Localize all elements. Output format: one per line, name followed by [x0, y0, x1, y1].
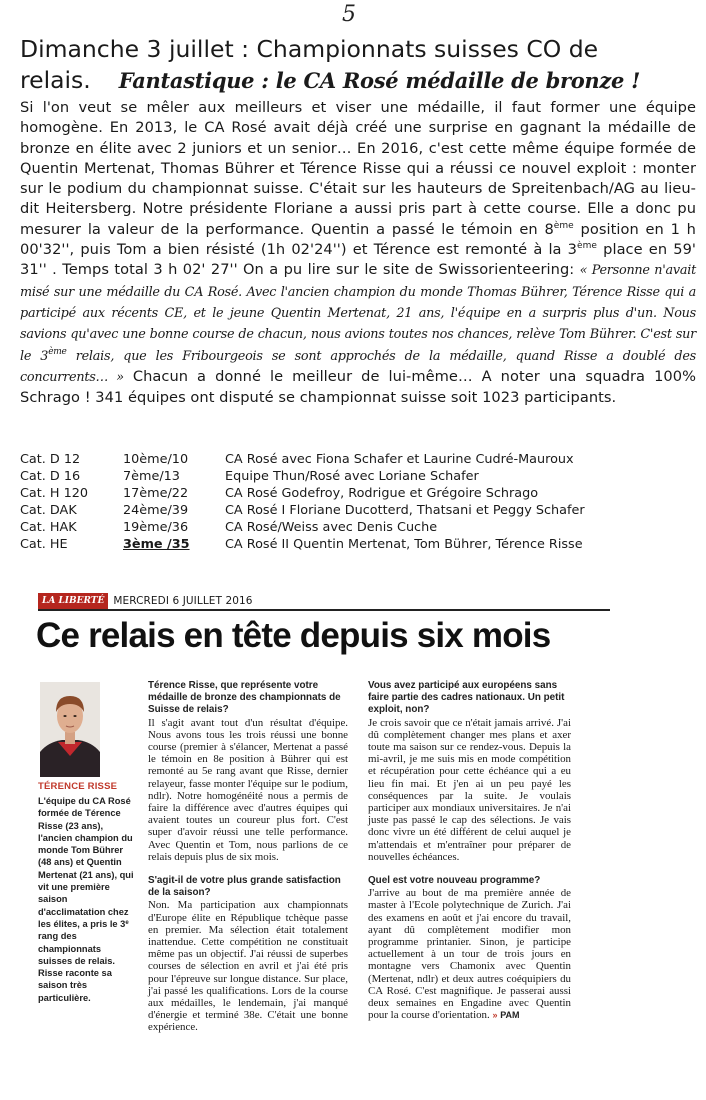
result-rank: 17ème/22 — [123, 486, 189, 501]
result-row — [20, 468, 700, 485]
results-list — [20, 451, 700, 553]
clipping-header — [38, 590, 253, 606]
portrait-illustration — [40, 682, 100, 777]
result-row — [20, 451, 700, 468]
intro-quote-b: relais, que les Fribourgeois se sont approchés de la médaille, quand Risse a doublé des concurrents… » — [20, 348, 696, 385]
result-team: CA Rosé/Weiss avec Denis Cuche — [225, 520, 438, 535]
result-category: Cat. D 12 — [20, 452, 81, 467]
result-row — [20, 502, 700, 519]
interview-question: Quel est votre nouveau programme? — [368, 875, 541, 887]
headline-line2 — [20, 65, 700, 96]
article-column-1 — [148, 680, 348, 1034]
clipping-date: MERCREDI 6 JUILLET 2016 — [113, 594, 253, 607]
headline-word: relais. — [20, 66, 91, 94]
headline-subtitle: Fantastique : le CA Rosé médaille de bronze ! — [118, 68, 641, 93]
interview-answer-text: J'arrive au bout de ma première année de master à l'Ecole polytechnique de Zurich. J'ai des examens en août et j'ai encore du travail, ayant dû complètement modifier mon programme printanier. Sinon, je participe actuellement à un tour de trois jours en montagne vers Chamonix avec Quentin (Mertenat, ndlr) et deux autres coéquipiers du CA Rosé. C'est magnifique. Je passerai aussi deux semaines en Engadine avec Quentin pour la course d'orientation. — [368, 887, 571, 1022]
intro-quote-a: « Personne n'avait misé sur une médaille du CA Rosé. Avec l'ancien champion du monde Thomas Bührer, Térence Risse qui a participé aux récents CE, et le jeune Quentin Mertenat, 21 ans, l'équipe en a surpris plus d'un. Nous savions qu'avec une bonne course de chacun, nous avions toutes nos chances, relève Tom Bührer. C'est sur le 3 — [20, 263, 696, 364]
caption-name: TÉRENCE RISSE — [38, 781, 118, 792]
result-team: CA Rosé II Quentin Mertenat, Tom Bührer, Térence Risse — [225, 537, 583, 552]
page-number: 5 — [342, 2, 356, 27]
caption-text — [38, 795, 134, 1004]
result-category: Cat. DAK — [20, 503, 77, 518]
athlete-photo — [40, 682, 100, 777]
result-rank: 19ème/36 — [123, 520, 189, 535]
intro-sup-2: ème — [577, 241, 598, 252]
intro-text-4: Chacun a donné le meilleur de lui-même… A noter una squadra 100% Schrago ! 341 équipes ont disputé se championnat suisse soit 1023 participants. — [20, 367, 696, 407]
clipping-title: Ce relais en tête depuis six mois — [36, 616, 551, 655]
interview-answer — [368, 887, 571, 1021]
result-row — [20, 536, 700, 553]
intro-text-1: Si l'on veut se mêler aux meilleurs et viser une médaille, il faut former une équipe homogène. En 2013, le CA Rosé avait déjà créé une surprise en gagnant la médaille de bronze en élite avec 2 juniors et un senior… En 2016, c'est cette même équipe formée de Quentin Mertenat, Thomas Bührer et Térence Risse qui a réussi ce nouvel exploit : monter sur le podium du championnat suisse. C'était sur les hauteurs de Spreitenbach/AG au lieu-dit Heitersberg. Notre présidente Floriane a aussi pris part à cette course. Elle a donc pu mesurer la valeur de la performance. Quentin a passé le témoin en 8 — [20, 99, 696, 238]
headline-line1: Dimanche 3 juillet : Championnats suisses CO de — [20, 35, 599, 63]
result-team: CA Rosé Godefroy, Rodrigue et Grégoire Schrago — [225, 486, 539, 501]
interview-question: S'agit-il de votre plus grande satisfaction de la saison? — [148, 875, 341, 899]
interview-question: Térence Risse, que représente votre médaille de bronze des championnats de Suisse de relais? — [148, 680, 341, 716]
intro-sup-1: ème — [553, 220, 574, 231]
result-team: CA Rosé I Floriane Ducotterd, Thatsani et Peggy Schafer — [225, 503, 585, 518]
interview-answer: Je crois savoir que ce n'était jamais arrivé. J'ai dû complètement changer mes plans et axer toute ma saison sur ce rendez-vous. Depuis la mi-avril, je me suis mis en mode compétition et récupération pour cette échéance qui a eu lieu fin mai. Et j'en ai un peu payé les conséquences par la suite. Je voulais participer aux mondiaux universitaires. Je n'ai juste pas passé le cap des sélections. Je vais donc vivre un été différent de celui auquel je m'attendais et m'entraîner pour préparer de nouvelles échéances. — [368, 716, 571, 863]
result-category: Cat. D 16 — [20, 469, 81, 484]
intro-text-2: position en 1 h 00'32'', puis Tom a bien résisté (1h 02'24'') et Térence est remonté à la 3 — [20, 220, 696, 259]
result-rank-highlight: 3ème /35 — [123, 537, 190, 552]
author-signature: PAM — [500, 1010, 520, 1021]
caption-sup: e — [125, 919, 129, 926]
result-rank: 10ème/10 — [123, 452, 189, 467]
interview-question: Vous avez participé aux européens sans faire partie des cadres nationaux. Un petit exploit, non? — [368, 680, 565, 716]
intro-quote — [20, 263, 696, 384]
signature-mark: » — [492, 1010, 498, 1021]
result-category: Cat. HAK — [20, 520, 77, 535]
result-team: CA Rosé avec Fiona Schafer et Laurine Cudré-Mauroux — [225, 452, 574, 467]
interview-answer: Il s'agit avant tout d'un résultat d'équipe. Nous avons tous les trois réussi une bonne course (premier à s'élancer, Mertenat a passé le témoin en 8e position à Bührer qui est remonté au 5e rang avant que Risse, dernier relayeur, fasse monter l'équipe sur le podium, ndlr). Notre homogénéité nous a permis de faire la différence avec d'autres équipes qui avaient toutes un coureur plus fort. C'est super d'avoir réussi une telle performance. Avec Quentin et Tom, nous parlions de ce relais depuis plus de six mois. — [148, 716, 348, 863]
result-team: Equipe Thun/Rosé avec Loriane Schafer — [225, 469, 479, 484]
caption-text-a: L'équipe du CA Rosé formée de Térence Risse (23 ans), l'ancien champion du monde Tom Bührer (48 ans) et Quentin Mertenat (21 ans), qui vit une première saison d'acclimatation chez les élites, a pris le 3 — [38, 796, 134, 929]
clipping-divider — [38, 609, 610, 611]
result-row — [20, 485, 700, 502]
intro-paragraph — [20, 98, 696, 408]
result-row — [20, 519, 700, 536]
newspaper-clipping — [38, 590, 610, 1080]
intro-quote-sup: ème — [48, 346, 67, 357]
result-rank: 24ème/39 — [123, 503, 189, 518]
newspaper-logo: LA LIBERTÉ — [38, 593, 108, 609]
intro-text-3: place en 59' 31'' . Temps total 3 h 02' 27'' On a pu lire sur le site de Swissorienteering: — [20, 241, 696, 279]
result-rank: 7ème/13 — [123, 469, 180, 484]
result-category: Cat. HE — [20, 537, 68, 552]
interview-answer: Non. Ma participation aux championnats d'Europe élite en République tchèque passe en premier. Ma sélection était totalement inattendue. Cette compétition ne constituait même pas un objectif. J'ai réussi de superbes courses de sélection en avril et j'ai été pris pour l'épreuve sur longue distance. Sur place, j'ai passé les qualifications. Lors de la course aux médailles, le lendemain, j'ai manqué d'énergie et terminé 38e. C'était une bonne expérience. — [148, 899, 348, 1034]
caption-text-b: rang des championnats suisses de relais. Risse raconte sa saison très particulière. — [38, 931, 116, 1003]
result-category: Cat. H 120 — [20, 486, 89, 501]
article-column-2 — [368, 680, 571, 1021]
